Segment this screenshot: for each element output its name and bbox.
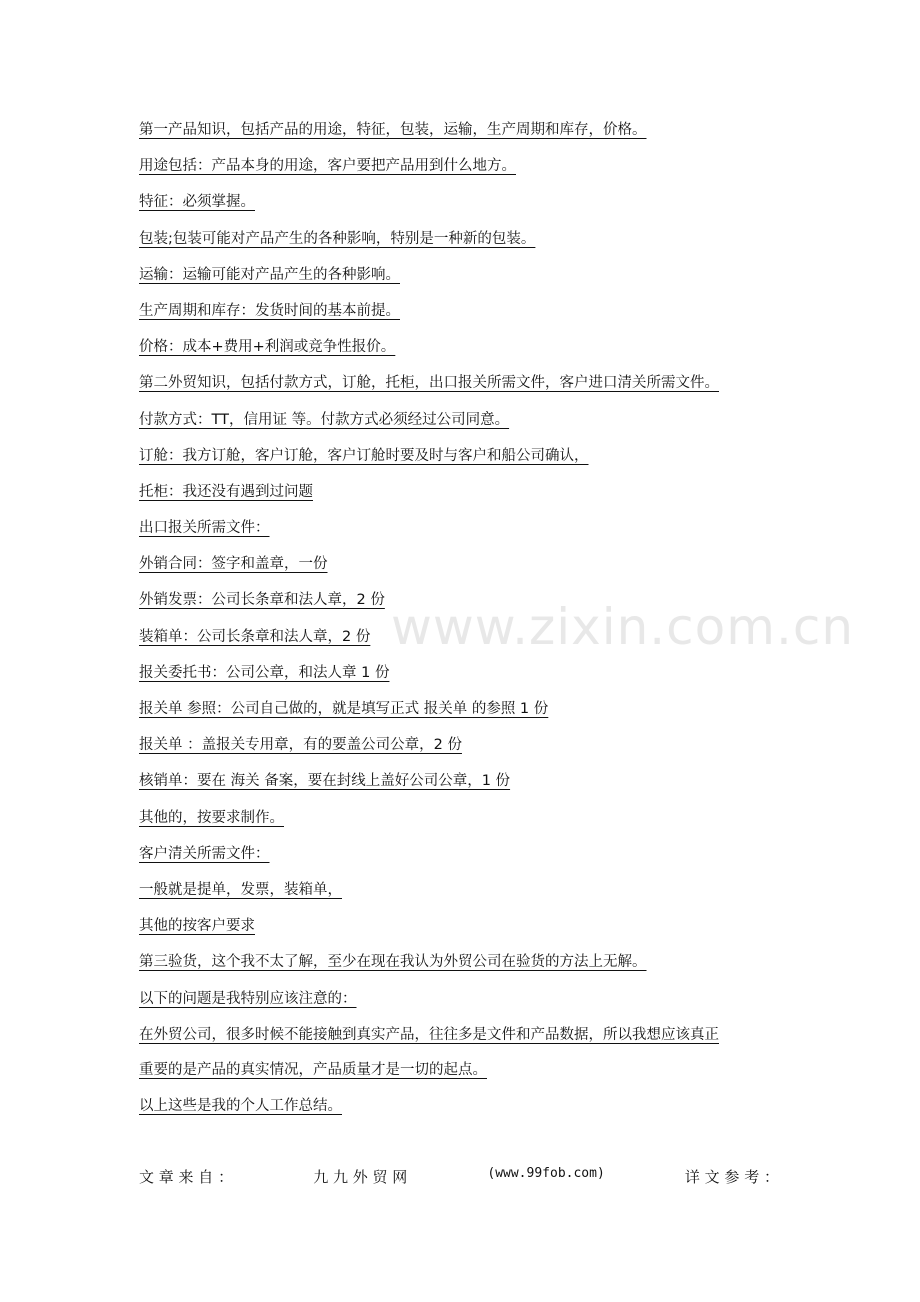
paragraph-line: 生产周期和库存：发货时间的基本前提。 [139, 302, 400, 319]
paragraph-line: 第二外贸知识，包括付款方式，订舱，托柜，出口报关所需文件，客户进口清关所需文件。 [139, 375, 719, 392]
paragraph-line: 以下的问题是我特别应该注意的： [139, 990, 357, 1007]
paragraph-line: 报关单 ：盖报关专用章，有的要盖公司公章，2 份 [139, 737, 462, 754]
paragraph-line: 报关单 参照：公司自己做的，就是填写正式 报关单 的参照 1 份 [139, 701, 549, 717]
paragraph-line: 包装;包装可能对产品产生的各种影响，特别是一种新的包装。 [139, 230, 536, 247]
paragraph-line: 客户清关所需文件： [139, 845, 270, 862]
paragraph-line: 出口报关所需文件： [139, 520, 270, 537]
paragraph-line: 订舱：我方订舱，客户订舱，客户订舱时要及时与客户和船公司确认， [139, 447, 589, 464]
paragraph-line: 其他的，按要求制作。 [139, 809, 284, 826]
source-label: 文 章 来 自 ： [139, 1168, 234, 1186]
paragraph-line: 一般就是提单，发票，装箱单， [139, 881, 342, 898]
document-body [139, 118, 789, 1130]
site-name: 九 九 外 贸 网 [313, 1168, 408, 1186]
more-label: 详 文 参 考 ： [684, 1168, 779, 1186]
paragraph-line: 用途包括：产品本身的用途，客户要把产品用到什么地方。 [139, 158, 516, 175]
paragraph-line: 托柜：我还没有遇到过问题 [139, 483, 313, 500]
paragraph-line: 第三验货，这个我不太了解，至少在现在我认为外贸公司在验货的方法上无解。 [139, 954, 647, 971]
paragraph-line: 其他的按客户要求 [139, 918, 255, 935]
paragraph-line: 付款方式：TT，信用证 等。付款方式必须经过公司同意。 [139, 411, 510, 428]
paragraph-line: 运输：运输可能对产品产生的各种影响。 [139, 266, 400, 283]
paragraph-line: 以上这些是我的个人工作总结。 [139, 1097, 342, 1114]
paragraph-line: 装箱单：公司长条章和法人章，2 份 [139, 628, 371, 645]
paragraph-line: 特征：必须掌握。 [139, 194, 255, 211]
paragraph-line: 价格：成本+费用+利润或竞争性报价。 [139, 339, 396, 356]
site-url: (www.99fob.com) [487, 1166, 605, 1181]
paragraph-line: 外销发票：公司长条章和法人章，2 份 [139, 592, 385, 609]
watermark: www.zixin.com.cn [391, 598, 855, 656]
paragraph-line: 报关委托书：公司公章，和法人章 1 份 [139, 664, 390, 681]
paragraph-line: 重要的是产品的真实情况，产品质量才是一切的起点。 [139, 1061, 487, 1078]
paragraph-line: 在外贸公司，很多时候不能接触到真实产品，往往多是文件和产品数据，所以我想应该真正 [139, 1026, 719, 1043]
paragraph-line: 核销单：要在 海关 备案，要在封线上盖好公司公章，1 份 [139, 773, 511, 790]
paragraph-line: 外销合同：签字和盖章，一份 [139, 556, 328, 573]
footer-source [139, 1166, 779, 1187]
paragraph-line: 第一产品知识，包括产品的用途，特征，包装，运输，生产周期和库存，价格。 [139, 122, 647, 138]
